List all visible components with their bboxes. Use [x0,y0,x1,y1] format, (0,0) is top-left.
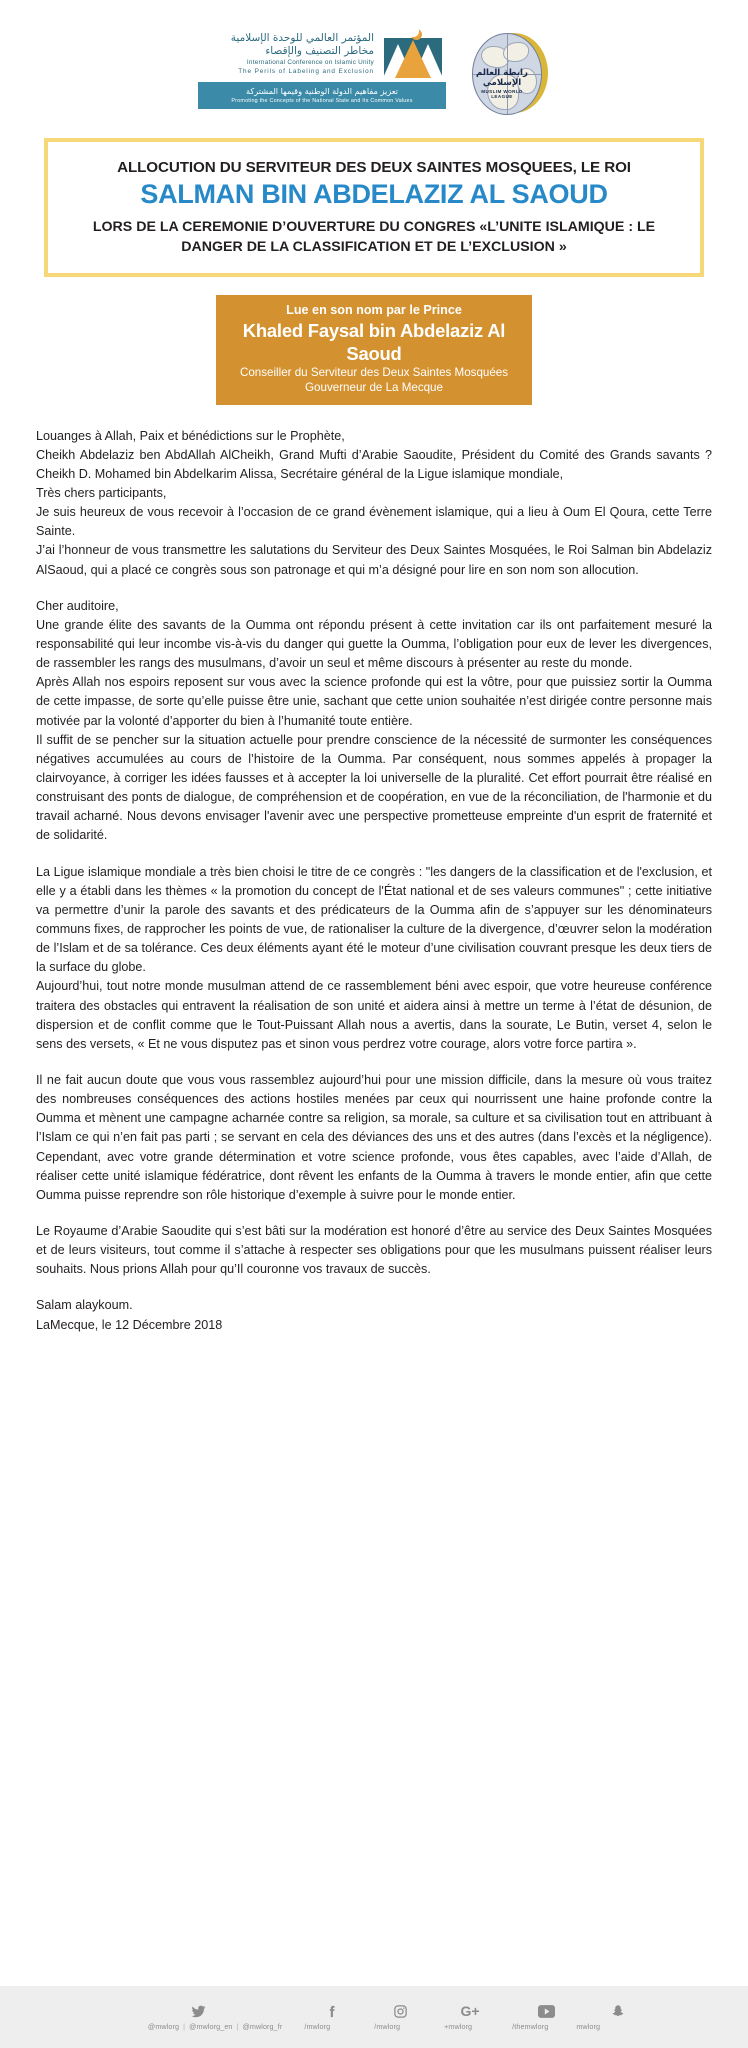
mwl-logo-text [470,68,534,99]
reader-title-1: Conseiller du Serviteur des Deux Saintes Mosquées [239,365,509,379]
social-handles-row [148,2022,600,2031]
paragraph-audience-address: Cher auditoire, [36,598,119,613]
handle-youtube[interactable]: /themwlorg [512,2022,549,2031]
google-plus-icon[interactable]: G+ [460,2003,480,2019]
conference-logo-top [231,26,446,78]
social-icons-row [98,2003,650,2019]
paragraph-hopes: Après Allah nos espoirs reposent sur vous avec la science profonde qui est la vôtre, pour que puissiez sortir la Oumma de cette impasse, de sorte qu’elle puisse être unie, sachant que cette union souhaitée n’est dirigée contre personne mais motivée par la volonté d’apporter du bien à l’humanité toute entière. [36,675,712,728]
reader-title-2: Gouverneur de La Mecque [305,381,443,395]
handle-separator: | [183,2022,186,2031]
paragraph-current-situation: Il suffit de se pencher sur la situation actuelle pour prendre conscience de la nécessité de surmonter les conséquences négatives accumulées au cours de l’histoire de la Oumma. Par conséquent, nous sommes appelés à propager la clairvoyance, à corriger les idées fausses et à accepter la loi universelle de la pluralité. Cet effort pourrait être réalisé en construisant des ponts de dialogue, de compréhension et de coopération, en vue de la réconciliation, de l'harmonie et du travail acharné. Nous devons envisager l'avenir avec une perspective prometteuse empreinte d'un esprit de fraternité et de solidarité. [36,732,712,843]
handle-twitter-ar[interactable]: @mwlorg [147,2022,180,2031]
paragraph-participants: Très chers participants, [36,486,167,501]
youtube-icon[interactable] [506,2005,586,2018]
paragraph-elite-scholars: Une grande élite des savants de la Oumma ont répondu présent à cette invitation car ils ont parfaitement mesuré la responsabilité qui leur incombe vis-à-vis du danger qui guette la Oumma, l’obligation pour eux de lever les divergences, de rassembler les rangs des musulmans, d’avoir un seul et même discours à présenter au reste du monde. [36,617,712,671]
conference-english-line1: International Conference on Islamic Unity [246,58,374,66]
mwl-arabic-name: رابطة العالم الإسلامي [476,68,528,88]
conference-subtitle-bar [198,82,446,109]
conference-logo-text [231,32,374,78]
title-occasion: LORS DE LA CEREMONIE D’OUVERTURE DU CONGRES «L’UNITE ISLAMIQUE : LE DANGER DE LA CLASSIFICATION ET DE L’EXCLUSION » [92,218,656,256]
paragraph-welcome: Je suis heureux de vous recevoir à l’occasion de ce grand évènement islamique, qui a lieu à Oum El Qoura, cette Terre Sainte. [36,505,712,539]
handle-separator: | [236,2022,239,2031]
paragraph-addressees: Cheikh Abdelaziz ben AbdAllah AlCheikh, Grand Mufti d’Arabie Saoudite, Président du Comité des Grands savants ? Cheikh D. Mohamed bin Abdelkarim Alissa, Secrétaire général de la Ligue islamique mondiale, [36,447,712,481]
paragraph-muslim-world-hope: Aujourd’hui, tout notre monde musulman attend de ce rassemblement béni avec espoir, que votre heureuse conférence traitera des obstacles qui entravent la réalisation de son unité et aidera ainsi à mettre un terme à l’état de désunion, de dispersion et de conflit comme que le Tout-Puissant Allah nous a avertis, dans la sourate, Le Butin, verset 4, selon le sens des versets, « Et ne vous disputez pas et sinon vous perdrez votre courage, alors votre force partira ». [36,979,712,1051]
conference-arabic-line2: مخاطر التصنيف والإقصاء [265,44,374,57]
conference-logo [196,26,446,109]
conference-arabic-line1: المؤتمر العالمي للوحدة الإسلامية [230,32,374,45]
conference-bar-arabic: تعزيز مفاهيم الدولة الوطنية وقيمها المشتركة [246,86,398,96]
paragraph-greeting: Louanges à Allah, Paix et bénédictions sur le Prophète, [36,428,345,443]
closing-place-date: LaMecque, le 12 Décembre 2018 [36,1317,223,1332]
paragraph-difficult-mission: Il ne fait aucun doute que vous vous rassemblez aujourd’hui pour une mission difficile, dans la mesure où vous traitez des nombreuses conséquences des actions hostiles menées par ceux qui nourrissent une haine profonde contre la Oumma et mènent une campagne acharnée contre sa religion, sa morale, sa culture et sa civilisation tout en attribuant à l’Islam ce qui n’en fait pas parti ; se servant en cela des déviances des uns et des autres (dans l’excès et la négligence). Cependant, avec votre grande détermination et votre science profonde, vous êtes capables, avec l’aide d’Allah, de réaliser cette unité islamique fédératrice, dont rêvent les enfants de la Oumma à travers le monde entier, afin que cette Oumma puisse reprendre son rôle historique d’exemple à suivre pour le monde entier. [36,1072,712,1202]
social-footer [0,1986,748,2048]
title-king-name: SALMAN BIN ABDELAZIZ AL SAOUD [140,179,608,209]
conference-bar-english: Promoting the Concepts of the National State and Its Common Values [231,98,413,104]
muslim-world-league-logo [468,30,552,116]
reader-name: Khaled Faysal bin Abdelaziz Al Saoud [242,319,506,364]
twitter-icon[interactable] [98,2004,298,2019]
handle-twitter-en[interactable]: @mwlorg_en [189,2022,233,2031]
document-header [0,0,748,124]
paragraph-greetings-king: J’ai l’honneur de vous transmettre les salutations du Serviteur des Deux Saintes Mosquées, le Roi Salman bin Abdelaziz AlSaoud, qui a placé ce congrès sous son patronage et qui m’a désigné pour lire en son nom son allocution. [36,543,712,577]
speech-title-box [44,138,704,277]
handle-instagram[interactable]: /mwlorg [374,2022,401,2031]
handle-facebook[interactable]: /mwlorg [304,2022,331,2031]
paragraph-congress-title: La Ligue islamique mondiale a très bien choisi le titre de ce congrès : "les dangers de la classification et de l'exclusion, et elle y a établi dans les thèmes « la promotion du concept de l'État national et de ses valeurs communes" ; cette initiative va permettre d’unir la parole des savants et des prédicateurs de la Oumma afin de s’appuyer sur les dénominateurs communs fixes, de rapprocher les points de vue, de rationaliser la culture de la divergence, d’œuvrer selon la modération de l’Islam et de sa tolérance. Ces deux éléments ayant été le moteur d’une civilisation couvrant presque les deux tiers de la surface du globe. [36,864,712,975]
reader-intro: Lue en son nom par le Prince [286,303,462,318]
snapchat-icon[interactable] [586,2004,650,2019]
handle-twitter-fr[interactable]: @mwlorg_fr [242,2022,283,2031]
paragraph-kingdom-service: Le Royaume d’Arabie Saoudite qui s’est bâti sur la modération est honoré d’être au service des Deux Saintes Mosquées et de leurs visiteurs, tout comme il s’attache à respecter ses obligations pour que les musulmans puissent réaliser leurs souhaits. Nous prions Allah pour qu’Il couronne vos travaux de succès. [36,1223,712,1277]
instagram-icon[interactable] [366,2004,434,2019]
title-subtitle-top: ALLOCUTION DU SERVITEUR DES DEUX SAINTES MOSQUEES, LE ROI [117,159,631,176]
conference-english-line2: The Perils of Labeling and Exclusion [238,68,374,76]
mwl-english-name: MUSLIM WORLD LEAGUE [481,89,523,99]
facebook-icon[interactable] [298,2004,366,2019]
speech-body [36,427,712,1335]
handle-snapchat[interactable]: mwlorg [576,2022,601,2031]
handle-google-plus[interactable]: +mwlorg [444,2022,473,2031]
reader-banner [216,295,532,404]
closing-salutation: Salam alaykoum. [36,1298,133,1313]
mosque-dome-icon [380,26,446,78]
